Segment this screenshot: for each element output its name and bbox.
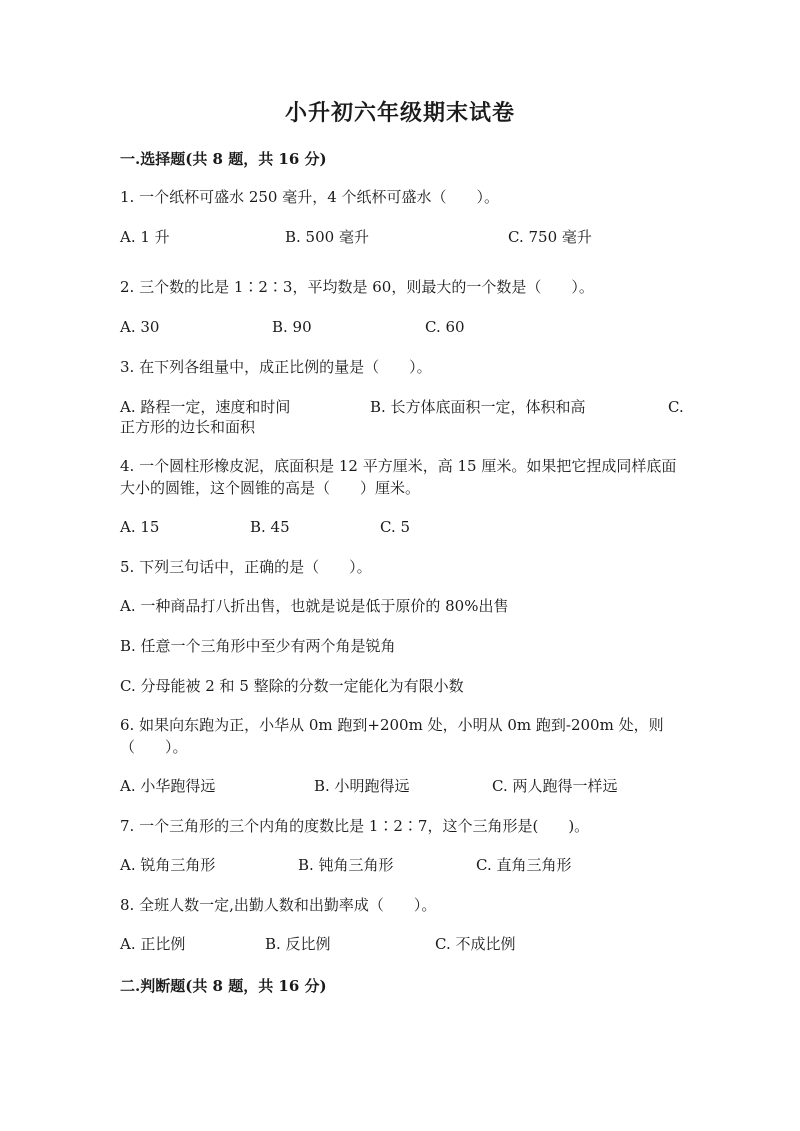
question-4-option-b: B. 45 xyxy=(250,518,290,536)
question-8-option-c: C. 不成比例 xyxy=(435,935,516,953)
question-3-option-a: A. 路程一定，速度和时间 xyxy=(120,398,291,416)
question-5-option-c: C. 分母能被 2 和 5 整除的分数一定能化为有限小数 xyxy=(120,677,464,695)
question-6-option-b: B. 小明跑得远 xyxy=(314,777,410,795)
question-7-option-c: C. 直角三角形 xyxy=(476,856,572,874)
question-2-option-b: B. 90 xyxy=(272,318,312,336)
question-3-option-c-text: 正方形的边长和面积 xyxy=(120,418,256,436)
question-8-option-b: B. 反比例 xyxy=(265,935,331,953)
question-3-option-b: B. 长方体底面积一定，体积和高 xyxy=(370,398,586,416)
question-1-option-b: B. 500 毫升 xyxy=(285,228,369,246)
question-6-stem: 6. 如果向东跑为正，小华从 0m 跑到+200m 处，小明从 0m 跑到-200m 处，则（ ）。 xyxy=(120,716,664,756)
question-2-stem: 2. 三个数的比是 1∶2∶3，平均数是 60，则最大的一个数是（ ）。 xyxy=(120,278,594,296)
question-2-option-a: A. 30 xyxy=(120,318,160,336)
question-4-option-c: C. 5 xyxy=(380,518,411,536)
question-4-stem: 4. 一个圆柱形橡皮泥，底面积是 12 平方厘米，高 15 厘米。如果把它捏成同样底面大小的圆锥，这个圆锥的高是（ ）厘米。 xyxy=(120,457,677,497)
question-1-option-a: A. 1 升 xyxy=(120,228,170,246)
section-heading-choice: 一.选择题(共 8 题，共 16 分) xyxy=(120,150,327,168)
question-2-option-c: C. 60 xyxy=(425,318,465,336)
page-title: 小升初六年级期末试卷 xyxy=(284,100,515,126)
section-heading-judgment: 二.判断题(共 8 题，共 16 分) xyxy=(120,977,327,995)
question-6-option-c: C. 两人跑得一样远 xyxy=(492,777,618,795)
question-5-option-b: B. 任意一个三角形中至少有两个角是锐角 xyxy=(120,637,396,655)
question-5-stem: 5. 下列三句话中，正确的是（ ）。 xyxy=(120,558,372,576)
question-1-stem: 1. 一个纸杯可盛水 250 毫升，4 个纸杯可盛水（ ）。 xyxy=(120,188,500,206)
question-7-stem: 7. 一个三角形的三个内角的度数比是 1∶2∶7，这个三角形是( )。 xyxy=(120,817,590,835)
question-6-option-a: A. 小华跑得远 xyxy=(120,777,216,795)
question-8-option-a: A. 正比例 xyxy=(120,935,186,953)
question-1-option-c: C. 750 毫升 xyxy=(508,228,592,246)
question-7-option-b: B. 钝角三角形 xyxy=(298,856,394,874)
question-3-option-c-label: C. xyxy=(668,398,684,416)
question-3-stem: 3. 在下列各组量中，成正比例的量是（ ）。 xyxy=(120,358,432,376)
question-7-option-a: A. 锐角三角形 xyxy=(120,856,216,874)
question-4-option-a: A. 15 xyxy=(120,518,160,536)
question-8-stem: 8. 全班人数一定,出勤人数和出勤率成（ ）。 xyxy=(120,896,437,914)
question-5-option-a: A. 一种商品打八折出售，也就是说是低于原价的 80%出售 xyxy=(120,597,509,615)
